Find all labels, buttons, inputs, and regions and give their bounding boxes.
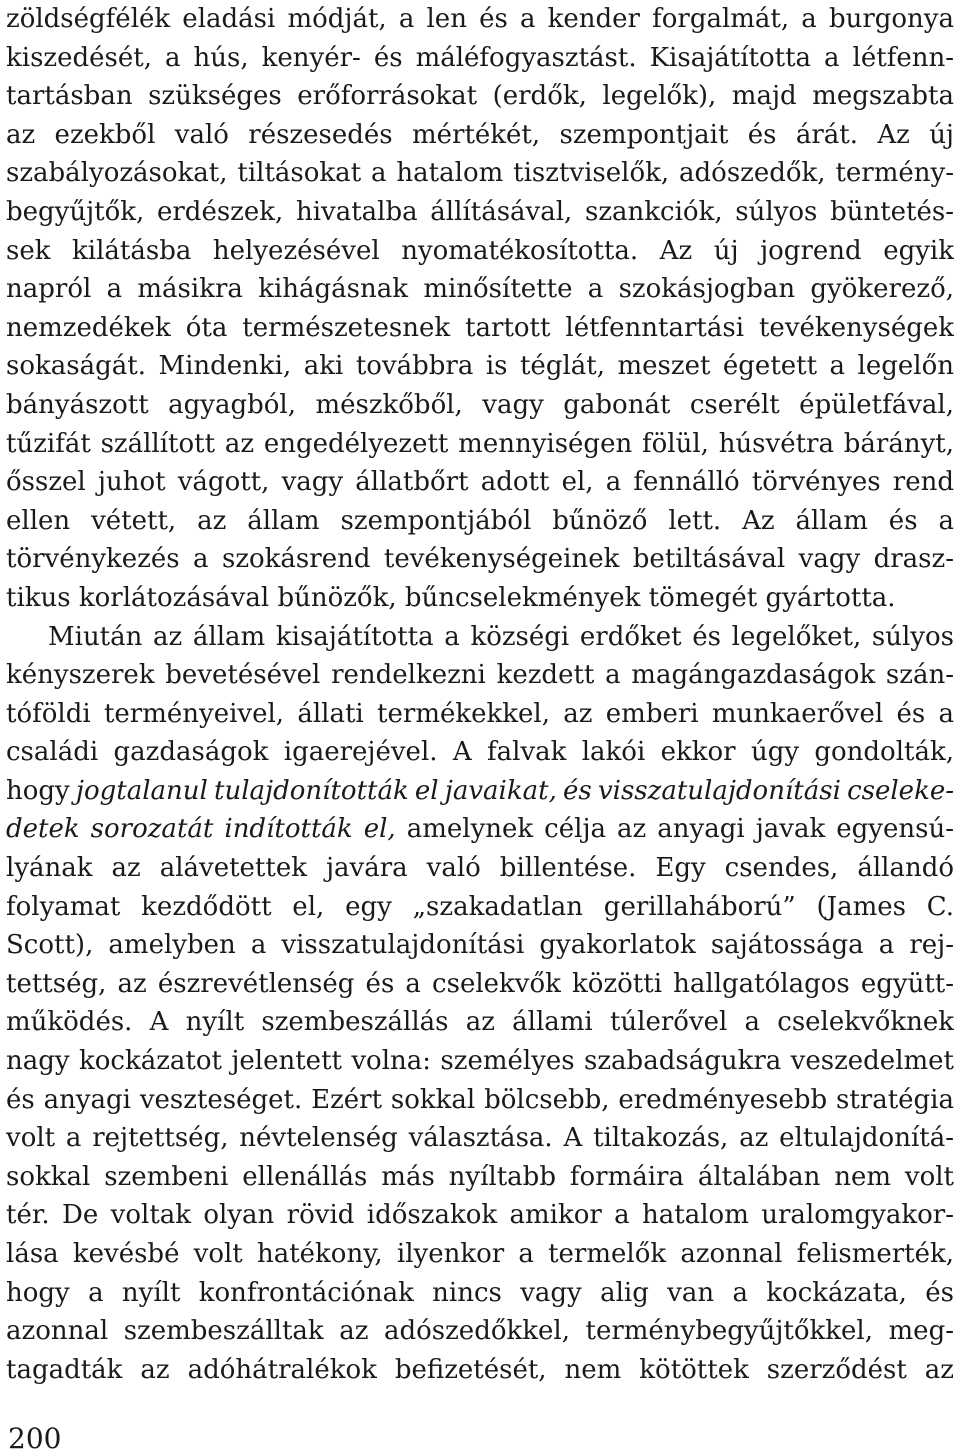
paragraph-2 (6, 618, 954, 1390)
text-line: működés. A nyílt szembeszállás az állami túlerővel a cselekvőknek (6, 1007, 954, 1038)
text-line (6, 810, 954, 849)
text-line: begyűjtők, erdészek, hivatalba állításával, szankciók, súlyos büntetés- (6, 196, 954, 227)
text-line: ellen vétett, az állam szempontjából bűnöző lett. Az állam és a (6, 505, 954, 536)
page-body (6, 0, 954, 1389)
text-line: bányászott agyagból, mészkőből, vagy gabonát cserélt épületfával, (6, 389, 954, 420)
italic-text: detek sorozatát indították el, (6, 814, 396, 845)
text-line: tettség, az észrevétlenség és a cselekvők közötti hallgatólagos együtt- (6, 968, 954, 999)
text-line: tartásban szükséges erőforrásokat (erdők, legelők), majd megszabta (6, 81, 954, 112)
text-line: Scott), amelyben a visszatulajdonítási gyakorlatok sajátossága a rej- (6, 930, 954, 961)
text-line: szabályozásokat, tiltásokat a hatalom tisztviselők, adószedők, termény- (6, 158, 954, 189)
text-line: volt a rejtettség, névtelenség választása. A tiltakozás, az eltulajdonítá- (6, 1123, 954, 1154)
text-line: zöldségfélék eladási módját, a len és a kender forgalmát, a burgonya (6, 4, 954, 34)
text-line: családi gazdaságok igaerejével. A falvak lakói ekkor úgy gondolták, (6, 737, 954, 768)
text-line: azonnal szembeszálltak az adószedőkkel, terménybegyűjtőkkel, meg- (6, 1316, 954, 1347)
paragraph-1 (6, 0, 954, 618)
text-line: sokaságát. Mindenki, aki továbbra is téglát, meszet égetett a legelőn (6, 351, 954, 382)
text-line: ősszel juhot vágott, vagy állatbőrt adott el, a fennálló törvényes rend (6, 467, 954, 498)
text-line: nagy kockázatot jelentett volna: személyes szabadságukra veszedelmet (6, 1046, 954, 1077)
text-line: lása kevésbé volt hatékony, ilyenkor a termelők azonnal felismerték, (6, 1239, 954, 1269)
text-line: folyamat kezdődött el, egy „szakadatlan gerillaháború” (James C. (6, 891, 954, 922)
text-run: hogy (6, 775, 76, 806)
text-line: sokkal szembeni ellenállás más nyíltabb formáira általában nem volt (6, 1161, 954, 1192)
text-line: napról a másikra kihágásnak minősítette a szokásjogban gyökerező, (6, 274, 954, 305)
text-line: Miután az állam kisajátította a községi erdőket és legelőket, súlyos (48, 621, 954, 652)
text-line: tagadták az adóhátralékok befizetését, nem kötöttek szerződést az (6, 1354, 954, 1385)
text-run: amelynek célja az anyagi javak egyensú- (395, 814, 954, 845)
text-line: törvénykezés a szokásrend tevékenységeinek betiltásával vagy drasz- (6, 544, 954, 575)
text-line: az ezekből való részesedés mértékét, szempontjait és árát. Az új (6, 119, 954, 150)
text-line (6, 772, 954, 811)
text-line: tóföldi terményeivel, állati termékekkel, az emberi munkaerővel és a (6, 698, 954, 729)
text-line: hogy a nyílt konfrontációnak nincs vagy alig van a kockázata, és (6, 1277, 954, 1308)
text-line: tűzifát szállított az engedélyezett mennyiségen fölül, húsvétra bárányt, (6, 428, 954, 459)
text-line: sek kilátásba helyezésével nyomatékosította. Az új jogrend egyik (6, 235, 954, 266)
text-line: tér. De voltak olyan rövid időszakok amikor a hatalom uralomgyakor- (6, 1200, 954, 1231)
page-number: 200 (8, 1422, 62, 1455)
text-line: lyának az alávetettek javára való billentése. Egy csendes, állandó (6, 853, 954, 884)
italic-text: jogtalanul tulajdonították el javaikat, és visszatulajdonítási cseleke- (75, 775, 954, 806)
text-line: kényszerek bevetésével rendelkezni kezdett a magángazdaságok szán- (6, 660, 954, 691)
text-line: nemzedékek óta természetesnek tartott létfenntartási tevékenységek (6, 312, 954, 343)
text-line: tikus korlátozásával bűnözők, bűncselekmények tömegét gyártotta. (6, 582, 896, 613)
text-line: kiszedését, a hús, kenyér- és máléfogyasztást. Kisajátította a létfenn- (6, 42, 954, 73)
text-line: és anyagi veszteséget. Ezért sokkal bölcsebb, eredményesebb stratégia (6, 1084, 954, 1115)
